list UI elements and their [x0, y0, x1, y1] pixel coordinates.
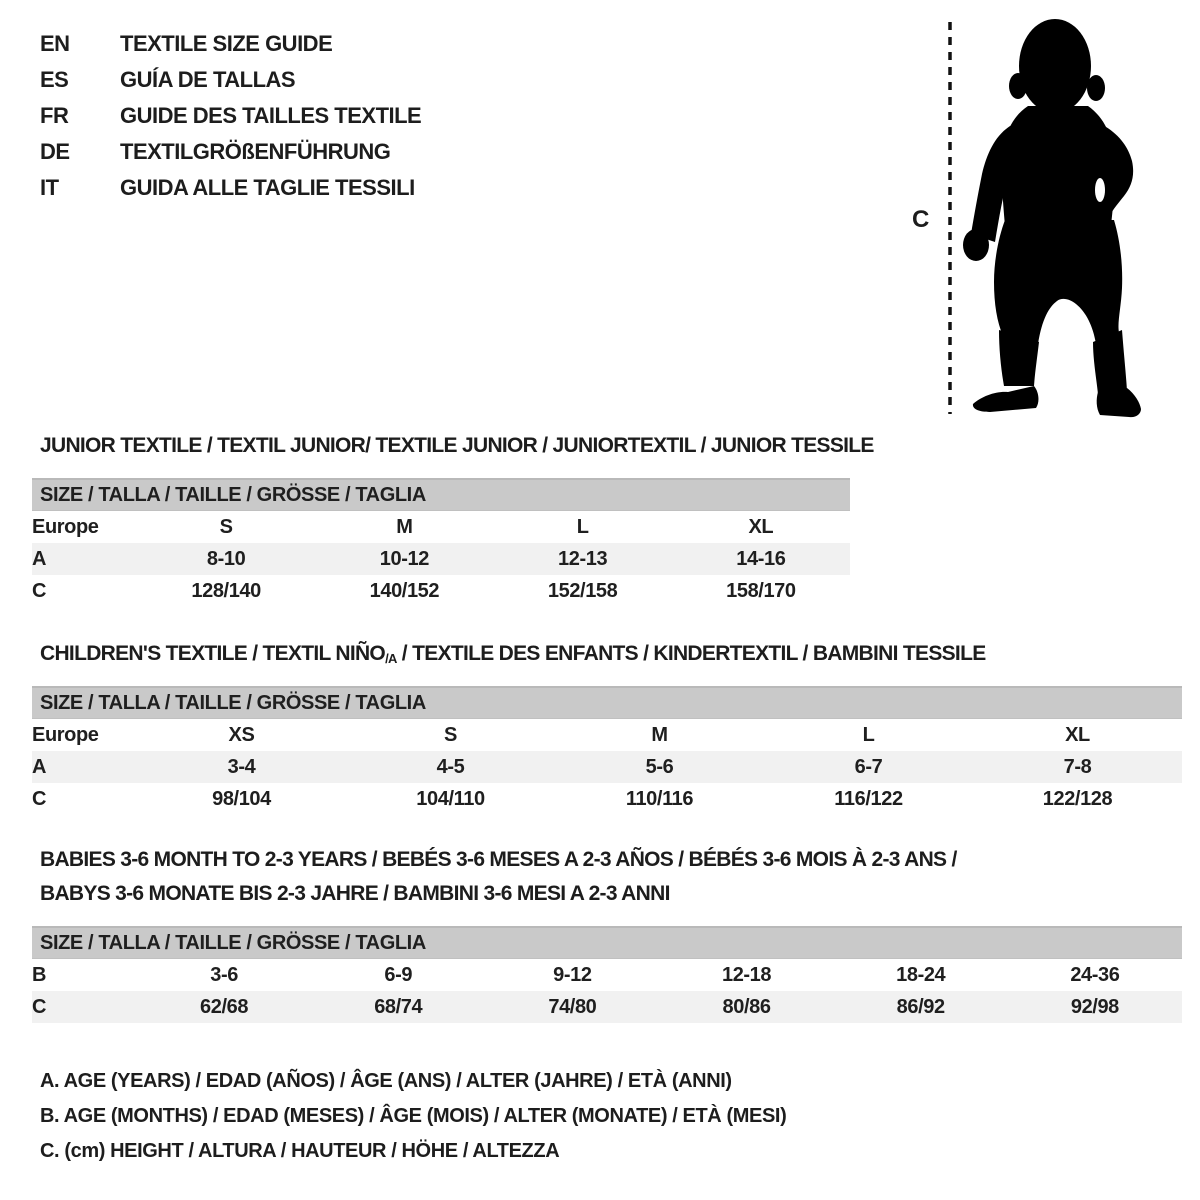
- language-row: [40, 62, 421, 98]
- size-header-row: [32, 927, 1182, 959]
- language-code: EN: [40, 31, 70, 56]
- row-label-cell: A: [32, 543, 137, 575]
- table-cell: 152/158: [547, 579, 618, 602]
- size-header-row: [32, 479, 850, 511]
- table-cell: 12-18: [721, 963, 772, 986]
- row-label-cell: C: [32, 787, 47, 810]
- row-label-cell: C: [32, 991, 137, 1023]
- table-cell: 116/122: [834, 787, 903, 810]
- height-measure-label: C: [912, 206, 930, 233]
- table-cell: 8-10: [137, 543, 315, 575]
- table-cell: 80/86: [659, 991, 833, 1023]
- row-label-cell: B: [32, 963, 47, 986]
- table-cell: 98/104: [212, 787, 271, 810]
- table-row: [32, 751, 1182, 783]
- table-cell: 110/116: [625, 787, 694, 810]
- language-title: TEXTILGRÖßENFÜHRUNG: [120, 139, 391, 164]
- table-row: [32, 575, 850, 607]
- table-cell: 6-7: [764, 751, 973, 783]
- table-cell: 86/92: [834, 991, 1008, 1023]
- table-cell: 3-6: [210, 963, 238, 986]
- table-cell: 12-13: [494, 543, 672, 575]
- legend-line-age-months: B. AGE (MONTHS) / EDAD (MESES) / ÂGE (MOIS) / ALTER (MONATE) / ETÀ (MESI): [40, 1105, 787, 1127]
- table-cell: 74/80: [485, 991, 659, 1023]
- toddler-silhouette-icon: [963, 19, 1141, 417]
- table-cell: 158/170: [726, 579, 796, 602]
- size-header-cell: SIZE / TALLA / TAILLE / GRÖSSE / TAGLIA: [32, 687, 1182, 719]
- table-row: [32, 511, 850, 544]
- table-cell: 92/98: [1008, 991, 1182, 1023]
- table-cell: 140/152: [369, 579, 440, 602]
- language-title: GUIDE DES TAILLES TEXTILE: [120, 103, 422, 128]
- babies-section-title-line1: BABIES 3-6 MONTH TO 2-3 YEARS / BEBÉS 3-6 MESES A 2-3 AÑOS / BÉBÉS 3-6 MOIS À 2-3 ANS /: [40, 848, 957, 871]
- children-title-suffix: / TEXTILE DES ENFANTS / KINDERTEXTIL / BAMBINI TESSILE: [396, 642, 986, 665]
- table-cell: 10-12: [315, 543, 493, 575]
- children-size-table: [32, 686, 1182, 815]
- table-cell: 14-16: [672, 543, 850, 575]
- legend-line-height: C. (cm) HEIGHT / ALTURA / HAUTEUR / HÖHE / ALTEZZA: [40, 1140, 560, 1162]
- language-code: DE: [40, 139, 70, 164]
- table-cell: 5-6: [555, 751, 764, 783]
- babies-size-table: [32, 926, 1182, 1023]
- table-cell: 4-5: [346, 751, 555, 783]
- children-section-title: [40, 642, 986, 666]
- table-row: [32, 783, 1182, 815]
- junior-size-table: [32, 478, 850, 607]
- size-header-cell: SIZE / TALLA / TAILLE / GRÖSSE / TAGLIA: [32, 927, 1182, 959]
- children-title-prefix: CHILDREN'S TEXTILE / TEXTIL NIÑO: [40, 642, 386, 665]
- table-cell: 6-9: [384, 963, 413, 986]
- table-cell: XL: [1065, 723, 1090, 746]
- language-row: [40, 134, 421, 170]
- language-code: IT: [40, 175, 59, 200]
- language-title-list: [40, 26, 421, 206]
- table-cell: 128/140: [191, 579, 261, 602]
- table-row: [32, 543, 850, 575]
- language-code: ES: [40, 67, 69, 92]
- table-cell: L: [576, 515, 589, 538]
- table-cell: 9-12: [553, 963, 592, 986]
- language-title: GUIDA ALLE TAGLIE TESSILI: [120, 175, 415, 200]
- table-cell: 62/68: [137, 991, 311, 1023]
- babies-section-title-line2: BABYS 3-6 MONATE BIS 2-3 JAHRE / BAMBINI 3-6 MESI A 2-3 ANNI: [40, 882, 670, 905]
- table-cell: 68/74: [311, 991, 485, 1023]
- language-row: [40, 26, 421, 62]
- size-header-row: [32, 687, 1182, 719]
- table-cell: 3-4: [137, 751, 346, 783]
- table-cell: 7-8: [973, 751, 1182, 783]
- table-cell: M: [396, 515, 413, 538]
- children-title-subscript: /A: [385, 651, 397, 666]
- row-label-cell: C: [32, 579, 47, 602]
- table-row: [32, 991, 1182, 1023]
- table-cell: XS: [228, 723, 255, 746]
- table-row: [32, 959, 1182, 992]
- toddler-silhouette-figure: [900, 14, 1150, 424]
- table-cell: 24-36: [1070, 963, 1120, 986]
- language-code: FR: [40, 103, 69, 128]
- row-label-cell: Europe: [32, 723, 99, 746]
- language-title: TEXTILE SIZE GUIDE: [120, 31, 333, 56]
- row-label-cell: A: [32, 751, 137, 783]
- language-row: [40, 170, 421, 206]
- legend-block: [40, 1064, 786, 1169]
- table-cell: S: [444, 723, 457, 746]
- legend-line-age-years: A. AGE (YEARS) / EDAD (AÑOS) / ÂGE (ANS) / ALTER (JAHRE) / ETÀ (ANNI): [40, 1070, 732, 1092]
- junior-section-title: JUNIOR TEXTILE / TEXTIL JUNIOR/ TEXTILE JUNIOR / JUNIORTEXTIL / JUNIOR TESSILE: [40, 434, 874, 457]
- table-cell: 104/110: [416, 787, 485, 810]
- row-label-cell: Europe: [32, 515, 99, 538]
- table-cell: XL: [748, 515, 774, 538]
- language-row: [40, 98, 421, 134]
- size-header-cell: SIZE / TALLA / TAILLE / GRÖSSE / TAGLIA: [32, 479, 850, 511]
- table-cell: M: [651, 723, 668, 746]
- table-cell: 122/128: [1042, 787, 1113, 810]
- table-cell: L: [862, 723, 875, 746]
- table-row: [32, 719, 1182, 752]
- table-cell: 18-24: [896, 963, 946, 986]
- language-title: GUÍA DE TALLAS: [120, 67, 296, 92]
- table-cell: S: [219, 515, 233, 538]
